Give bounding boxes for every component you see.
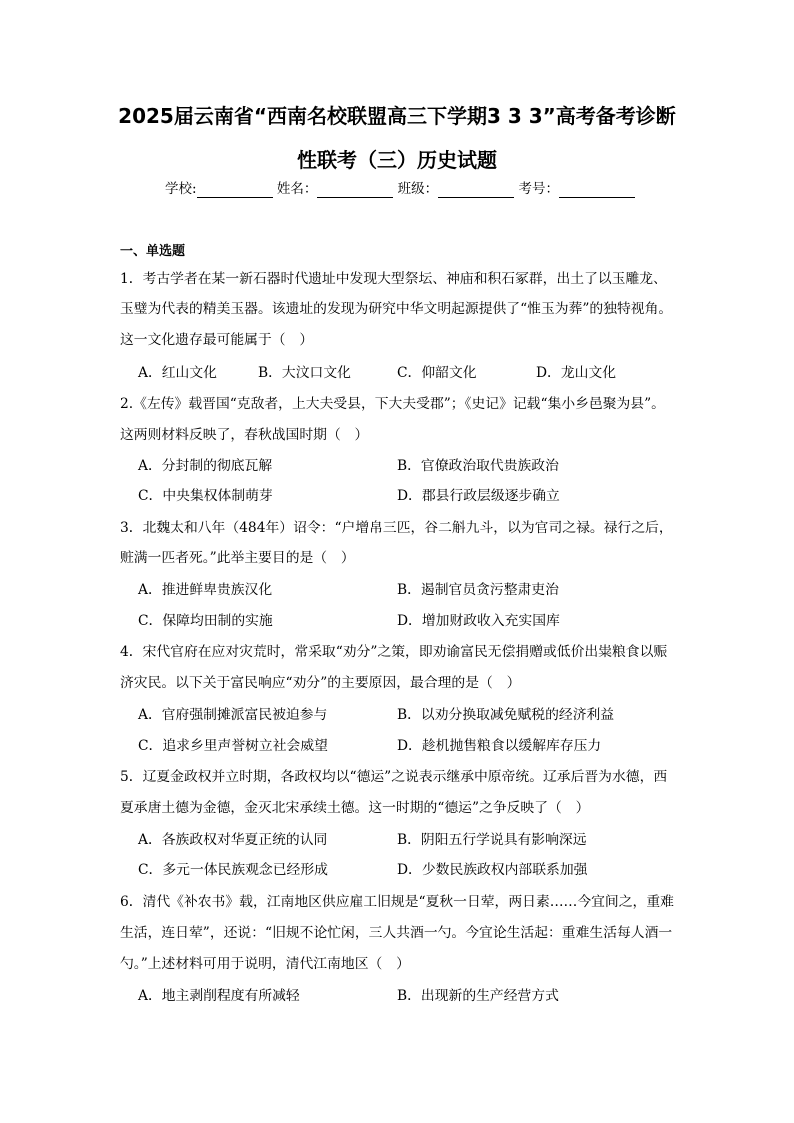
name-label: 姓名：	[276, 181, 318, 197]
question-1-line-1: 1．考古学者在某一新石器时代遗址中发现大型祭坛、神庙和积石冢群，出土了以玉雕龙、	[120, 271, 667, 287]
class-blank	[438, 183, 514, 198]
question-5-option-d: D．少数民族政权内部联系加强	[397, 862, 588, 878]
question-5-option-b: B．阴阳五行学说具有影响深远	[397, 832, 587, 848]
question-3-line-2: 赃满一匹者死。”此举主要目的是（ ）	[120, 550, 355, 566]
question-4-line-1: 4．宋代官府在应对灾荒时，常采取“劝分”之策，即劝谕富民无偿捐赠或低价出粜粮食以赈	[120, 644, 668, 660]
student-info-row	[165, 180, 635, 198]
question-2-option-a: A．分封制的彻底瓦解	[138, 458, 273, 474]
question-3-line-1: 3．北魏太和八年（484年）诏令：“户增帛三匹，谷二斛九斗，以为官司之禄。禄行之后，	[120, 520, 673, 536]
question-3-option-b: B．遏制官员贪污整肃吏治	[397, 582, 559, 598]
question-5-line-1: 5．辽夏金政权并立时期，各政权均以“德运”之说表示继承中原帝统。辽承后晋为水德，西	[120, 769, 668, 785]
exam-title-line1: 2025届云南省“西南名校联盟高三下学期3 3 3”高考备考诊断	[118, 104, 676, 128]
question-5-option-a: A．各族政权对华夏正统的认同	[138, 832, 328, 848]
question-1-line-3: 这一文化遗存最可能属于（ ）	[120, 332, 314, 348]
question-1-option-c: C．仰韶文化	[397, 365, 477, 381]
question-6-line-1: 6．清代《补农书》载，江南地区供应雇工旧规是“夏秋一日荤，两日素……今宜间之，重难	[120, 894, 674, 910]
question-4-option-b: B．以劝分换取减免赋税的经济利益	[397, 707, 615, 723]
exam-no-label: 考号：	[518, 181, 559, 197]
question-1-option-d: D．龙山文化	[536, 365, 617, 381]
question-6-option-a: A．地主剥削程度有所减轻	[138, 988, 300, 1004]
question-2-line-2: 这两则材料反映了，春秋战国时期（ ）	[120, 427, 369, 443]
name-blank	[317, 183, 393, 198]
question-5-line-2: 夏承唐土德为金德，金灭北宋承续土德。这一时期的“德运”之争反映了（ ）	[120, 800, 590, 816]
question-4-option-a: A．官府强制摊派富民被迫参与	[138, 707, 328, 723]
question-1-option-a: A．红山文化	[138, 365, 217, 381]
question-4-option-c: C．追求乡里声誉树立社会威望	[138, 738, 328, 754]
question-6-line-2: 生活，连日荤”，还说：“旧规不论忙闲，三人共酒一勺。今宜论生活起：重难生活每人酒一	[120, 925, 673, 941]
exam-title-line2: 性联考（三）历史试题	[297, 148, 497, 172]
exam-no-blank	[559, 183, 635, 198]
question-2-option-d: D．郡县行政层级逐步确立	[397, 488, 560, 504]
question-3-option-d: D．增加财政收入充实国库	[397, 613, 560, 629]
question-2-option-c: C．中央集权体制萌芽	[138, 488, 273, 504]
question-5-option-c: C．多元一体民族观念已经形成	[138, 862, 328, 878]
school-label: 学校:	[165, 181, 197, 197]
question-4-line-2: 济灾民。以下关于富民响应“劝分”的主要原因，最合理的是（ ）	[120, 675, 521, 691]
question-2-option-b: B．官僚政治取代贵族政治	[397, 458, 559, 474]
school-blank	[197, 183, 273, 198]
question-6-option-b: B．出现新的生产经营方式	[397, 988, 559, 1004]
question-2-line-1: 2.《左传》载晋国“克敌者，上大夫受县，下大夫受郡”；《史记》记载“集小乡邑聚为县”。	[120, 396, 665, 412]
question-3-option-a: A．推进鲜卑贵族汉化	[138, 582, 273, 598]
section-title: 一、单选题	[120, 244, 186, 259]
question-1-option-b: B．大汶口文化	[258, 365, 351, 381]
class-label: 班级：	[397, 181, 439, 197]
question-1-line-2: 玉璧为代表的精美玉器。该遗址的发现为研究中华文明起源提供了“惟玉为葬”的独特视角。	[120, 301, 673, 317]
question-4-option-d: D．趁机抛售粮食以缓解库存压力	[397, 738, 602, 754]
question-6-line-3: 勺。”上述材料可用于说明，清代江南地区（ ）	[120, 956, 410, 972]
question-3-option-c: C．保障均田制的实施	[138, 613, 273, 629]
